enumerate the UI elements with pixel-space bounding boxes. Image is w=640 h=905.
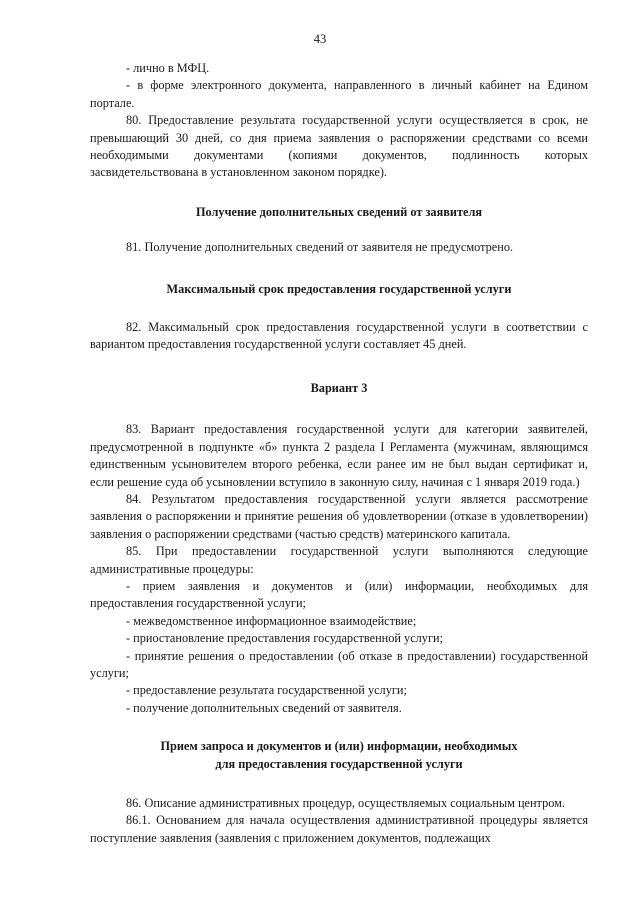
paragraph-84: 84. Результатом предоставления государственной услуги является рассмотрение заявления о распоряжении и принятие решения об удовлетворении (отказе в удовлетворении) заявления о распоряжении средствами (частью средств) материнского капитала. [90, 491, 588, 541]
document-body [90, 60, 588, 847]
heading-reception-line-1: Прием запроса и документов и (или) информации, необходимых [160, 739, 518, 754]
list-item-result: - предоставление результата государственной услуги; [126, 683, 407, 698]
paragraph-81: 81. Получение дополнительных сведений от заявителя не предусмотрено. [126, 240, 514, 255]
paragraph-86-1: 86.1. Основанием для начала осуществления административной процедуры является поступление заявления (заявления с приложением документов, подлежащих [90, 813, 588, 845]
list-item-interagency: - межведомственное информационное взаимодействие; [126, 613, 417, 628]
heading-variant-3: Вариант 3 [310, 380, 368, 395]
paragraph-electronic-document: - в форме электронного документа, направленного в личный кабинет на Едином портале. [90, 78, 588, 110]
heading-reception-line-2: для предоставления государственной услуги [215, 756, 463, 771]
paragraph-80: 80. Предоставление результата государственной услуги осуществляется в срок, не превышающий 30 дней, со дня приема заявления о распоряжении средствами со всеми необходимыми документами (копиями документов, подлинность которых засвидетельствована в установленном законом порядке). [90, 113, 588, 180]
page-number: 43 [313, 32, 327, 46]
list-item-suspension: - приостановление предоставления государственной услуги; [126, 631, 443, 646]
paragraph-82: 82. Максимальный срок предоставления государственной услуги в соответствии с вариантом предоставления государственной услуги составляет 45 дней. [90, 320, 588, 352]
heading-additional-info: Получение дополнительных сведений от заявителя [195, 204, 483, 219]
heading-max-term: Максимальный срок предоставления государственной услуги [166, 281, 512, 296]
list-item-decision: - принятие решения о предоставлении (об отказе в предоставлении) государственной услуги; [90, 648, 588, 680]
paragraph-86: 86. Описание административных процедур, осуществляемых социальным центром. [126, 796, 566, 810]
paragraph-85: 85. При предоставлении государственной услуги выполняются следующие административные процедуры: [90, 544, 588, 576]
paragraph-in-person-mfc: - лично в МФЦ. [126, 61, 210, 75]
paragraph-83: 83. Вариант предоставления государственной услуги для категории заявителей, предусмотренной в подпункте «б» пункта 2 раздела I Регламента (мужчинам, являющимся единственным усыновителем второго ребенка, если ранее им не был выдан сертификат и, если решение суда об усыновлении вступило в законную силу, начиная с 1 января 2019 года.) [90, 422, 588, 489]
list-item-additional-info: - получение дополнительных сведений от заявителя. [126, 700, 402, 715]
list-item-reception: - прием заявления и документов и (или) информации, необходимых для предоставления государственной услуги; [90, 578, 588, 611]
